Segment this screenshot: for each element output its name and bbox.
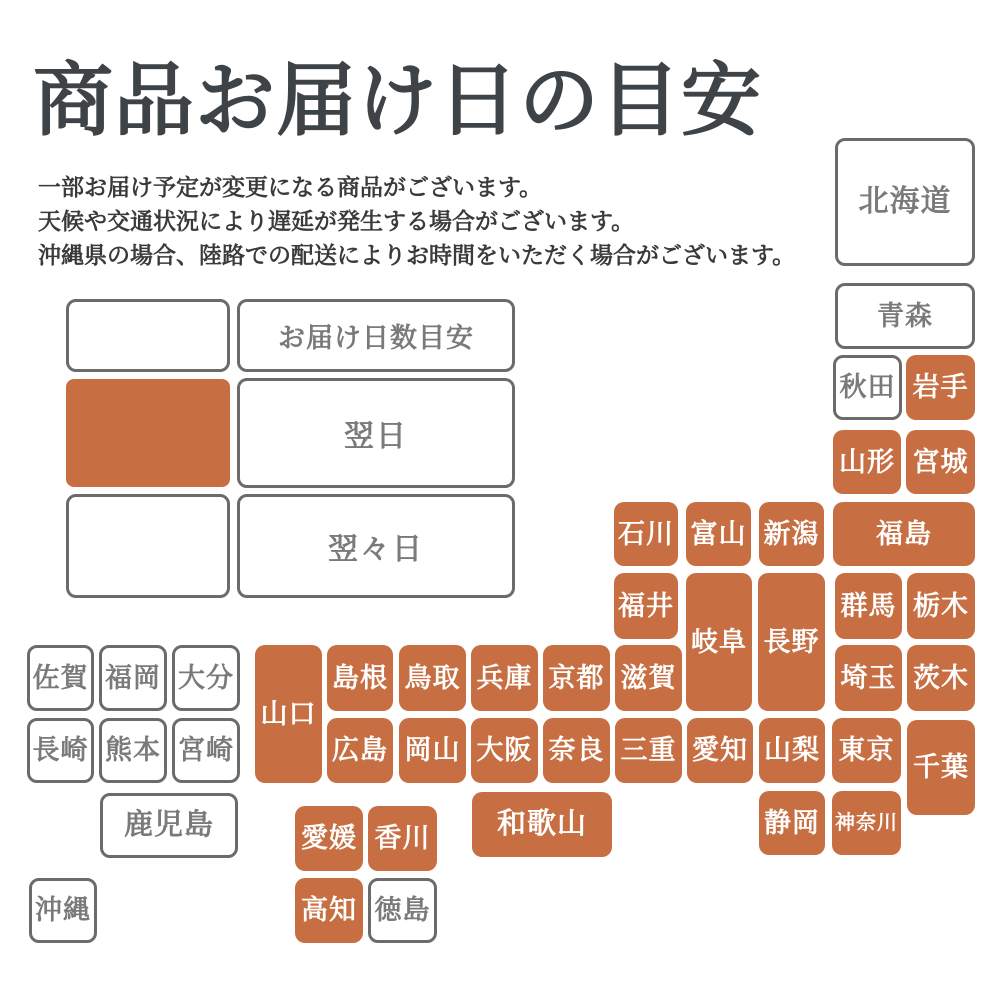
prefecture-fukuoka: 福岡 (99, 645, 167, 711)
prefecture-ishikawa: 石川 (614, 502, 678, 566)
legend-next-day-swatch (66, 379, 230, 487)
prefecture-gunma: 群馬 (835, 573, 902, 639)
prefecture-aomori: 青森 (835, 283, 975, 349)
prefecture-yamanashi: 山梨 (759, 718, 825, 783)
prefecture-tochigi: 栃木 (907, 573, 975, 639)
prefecture-gifu: 岐阜 (686, 573, 752, 711)
prefecture-wakayama: 和歌山 (472, 792, 612, 857)
prefecture-kochi: 高知 (295, 878, 363, 943)
note-line: 一部お届け予定が変更になる商品がございます。 (38, 174, 543, 200)
prefecture-tokushima: 徳島 (368, 878, 437, 943)
prefecture-shizuoka: 静岡 (759, 791, 825, 855)
prefecture-niigata: 新潟 (759, 502, 824, 566)
legend-header-box: お届け日数目安 (237, 299, 515, 372)
legend-empty-swatch (66, 299, 230, 372)
prefecture-fukui: 福井 (614, 573, 678, 639)
prefecture-chiba: 千葉 (907, 720, 975, 815)
prefecture-saitama: 埼玉 (835, 645, 902, 711)
page-title: 商品お届け日の目安 (33, 56, 762, 145)
prefecture-oita: 大分 (172, 645, 240, 711)
prefecture-kagoshima: 鹿児島 (100, 793, 238, 858)
prefecture-iwate: 岩手 (906, 355, 975, 420)
prefecture-kagawa: 香川 (368, 806, 437, 871)
prefecture-mie: 三重 (615, 718, 682, 783)
legend-two-days-swatch (66, 494, 230, 598)
prefecture-akita: 秋田 (833, 355, 902, 420)
prefecture-kanagawa: 神奈川 (832, 791, 901, 855)
prefecture-kyoto: 京都 (543, 645, 610, 711)
delivery-notes (38, 170, 795, 272)
prefecture-nara: 奈良 (543, 718, 610, 783)
prefecture-saga: 佐賀 (27, 645, 94, 711)
prefecture-nagano: 長野 (758, 573, 825, 711)
prefecture-ehime: 愛媛 (295, 806, 363, 871)
note-line: 天候や交通状況により遅延が発生する場合がございます。 (38, 208, 635, 234)
prefecture-hokkaido: 北海道 (835, 138, 975, 266)
prefecture-ibaraki: 茨木 (907, 645, 975, 711)
prefecture-fukushima: 福島 (833, 502, 975, 566)
prefecture-osaka: 大阪 (471, 718, 538, 783)
prefecture-yamagata: 山形 (833, 430, 901, 494)
prefecture-kumamoto: 熊本 (99, 718, 167, 783)
prefecture-toyama: 富山 (686, 502, 751, 566)
prefecture-shimane: 島根 (327, 645, 393, 711)
legend-two-days-label: 翌々日 (237, 494, 515, 598)
prefecture-shiga: 滋賀 (615, 645, 682, 711)
prefecture-nagasaki: 長崎 (27, 718, 94, 783)
prefecture-tokyo: 東京 (832, 718, 901, 783)
prefecture-yamaguchi: 山口 (255, 645, 322, 783)
prefecture-miyagi: 宮城 (906, 430, 975, 494)
prefecture-miyazaki: 宮崎 (172, 718, 240, 783)
prefecture-hyogo: 兵庫 (471, 645, 538, 711)
prefecture-okayama: 岡山 (399, 718, 466, 783)
prefecture-okinawa: 沖縄 (29, 878, 97, 943)
prefecture-aichi: 愛知 (687, 718, 753, 783)
prefecture-tottori: 鳥取 (399, 645, 466, 711)
note-line: 沖縄県の場合、陸路での配送によりお時間をいただく場合がございます。 (38, 242, 796, 268)
legend-next-day-label: 翌日 (237, 378, 515, 488)
prefecture-hiroshima: 広島 (327, 718, 393, 783)
